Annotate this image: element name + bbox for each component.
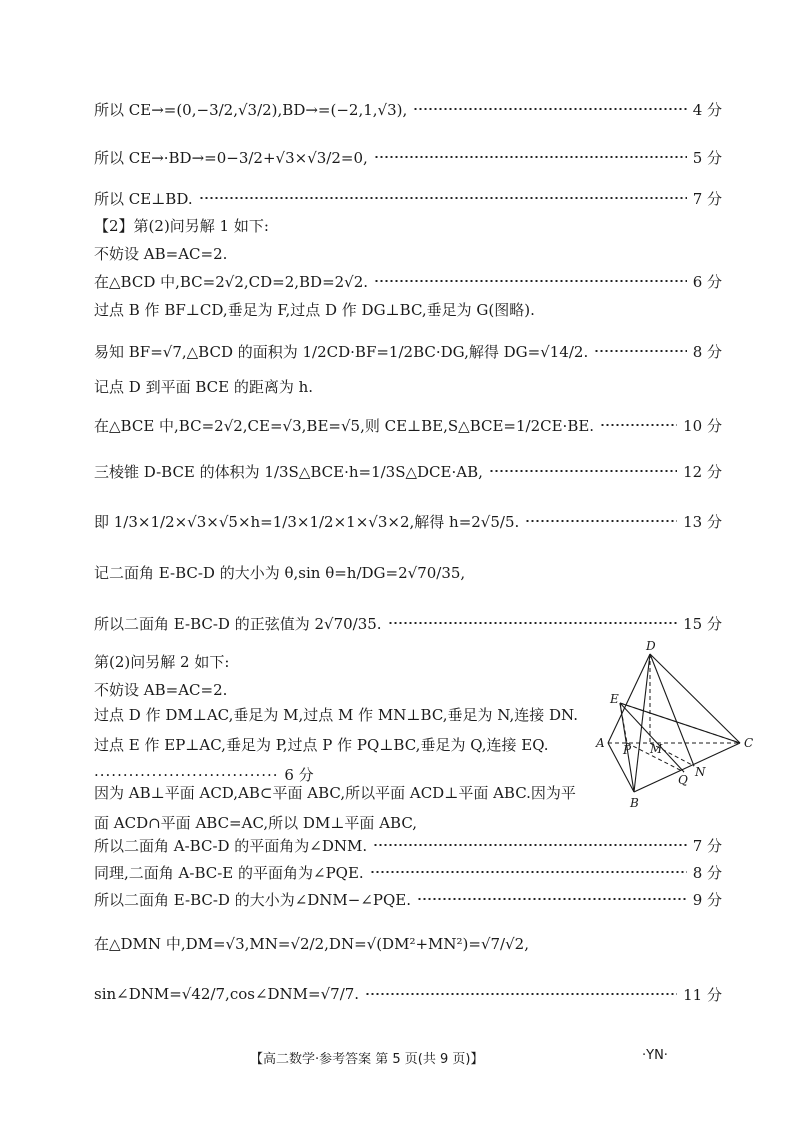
footer-mark: ·YN· xyxy=(642,1048,668,1063)
line-solve-dg xyxy=(94,336,722,366)
line-volume xyxy=(94,456,722,486)
score-points: 6 分 xyxy=(692,272,722,291)
paragraph-text: 过点 D 作 DM⊥AC,垂足为 M,过点 M 作 MN⊥BC,垂足为 N,连接 DN.过点 E 作 EP⊥AC,垂足为 P,过点 P 作 PQ⊥BC,垂足为 Q,连接 EQ. xyxy=(94,706,578,754)
leader-dots xyxy=(374,156,687,158)
label-d: D xyxy=(646,640,656,653)
score-points: 9 分 xyxy=(692,890,722,909)
line-text: 所以 CE→·BD→=0−3/2+√3×√3/2=0, xyxy=(94,148,368,167)
line-angle-pqe xyxy=(94,857,722,887)
label-m: M xyxy=(650,742,663,756)
line-text: 三棱锥 D-BCE 的体积为 1/3S△BCE·h=1/3S△DCE·AB, xyxy=(94,462,483,481)
label-b: B xyxy=(630,796,639,810)
line-ce-perp-bd xyxy=(94,183,722,213)
label-c: C xyxy=(744,736,754,750)
score-points: 5 分 xyxy=(692,148,722,167)
line-angle-dnm xyxy=(94,830,722,860)
label-a: A xyxy=(596,736,605,750)
line-text: 在△BCE 中,BC=2√2,CE=√3,BE=√5,则 CE⊥BE,S△BCE=1/2CE·BE. xyxy=(94,416,595,435)
leader-dots xyxy=(413,108,686,110)
line-text: 所以二面角 A-BC-D 的平面角为∠DNM. xyxy=(94,836,368,855)
line-ce-bd-vectors xyxy=(94,94,722,124)
line-text: 同理,二面角 A-BC-E 的平面角为∠PQE. xyxy=(94,863,364,882)
line-sine-value xyxy=(94,608,722,638)
line-text: 所以 CE→=(0,−3/2,√3/2),BD→=(−2,1,√3), xyxy=(94,100,408,119)
leader-dots xyxy=(525,520,677,522)
line-text: 第(2)问另解 2 如下: xyxy=(94,652,230,671)
leader-dots xyxy=(370,871,687,873)
leader-dots xyxy=(417,898,687,900)
line-text: 不妨设 AB=AC=2. xyxy=(94,244,228,263)
line-text: 不妨设 AB=AC=2. xyxy=(94,680,228,699)
leader-dots xyxy=(373,844,687,846)
line-text: 所以 CE⊥BD. xyxy=(94,189,193,208)
score-points: 13 分 xyxy=(683,512,722,531)
score-points: 7 分 xyxy=(692,836,722,855)
line-text: 在△BCD 中,BC=2√2,CD=2,BD=2√2. xyxy=(94,272,369,291)
label-n: N xyxy=(695,765,706,779)
line-text: 记二面角 E-BC-D 的大小为 θ,sin θ=h/DG=2√70/35, xyxy=(94,563,466,582)
label-q: Q xyxy=(678,773,688,787)
tetrahedron-figure xyxy=(590,640,770,815)
paragraph-text: 因为 AB⊥平面 ACD,AB⊂平面 ABC,所以平面 ACD⊥平面 ABC.因为平面 ACD∩平面 ABC=AC,所以 DM⊥平面 ABC, xyxy=(94,784,576,832)
heading-alt-solution-2 xyxy=(94,646,585,676)
line-text: 所以二面角 E-BC-D 的大小为∠DNM−∠PQE. xyxy=(94,890,412,909)
line-triangle-dmn xyxy=(94,928,722,958)
label-e: E xyxy=(610,692,619,706)
line-text: 所以二面角 E-BC-D 的正弦值为 2√70/35. xyxy=(94,614,382,633)
score-points: 6 分 xyxy=(284,766,314,784)
line-sin-theta xyxy=(94,557,722,587)
leader-dots xyxy=(388,622,678,624)
line-assume xyxy=(94,238,722,268)
line-text: 易知 BF=√7,△BCD 的面积为 1/2CD·BF=1/2BC·DG,解得 DG=√14/2. xyxy=(94,342,589,361)
leader-dots xyxy=(489,470,677,472)
line-text: 在△DMN 中,DM=√3,MN=√2/2,DN=√(DM²+MN²)=√7/√2, xyxy=(94,934,529,953)
score-points: 8 分 xyxy=(692,342,722,361)
score-points: 15 分 xyxy=(683,614,722,633)
score-points: 11 分 xyxy=(683,985,722,1004)
label-p: P xyxy=(623,743,632,757)
leader-dots-inline: ································ xyxy=(94,766,285,784)
paragraph-construction xyxy=(94,700,587,790)
line-angle-difference xyxy=(94,884,722,914)
score-points: 7 分 xyxy=(692,189,722,208)
page-footer xyxy=(0,1046,800,1070)
edge-db xyxy=(634,654,650,792)
paragraph-dm-perp xyxy=(94,778,587,838)
leader-dots xyxy=(600,424,677,426)
leader-dots xyxy=(374,280,687,282)
leader-dots xyxy=(199,197,687,199)
line-construct-bf-dg xyxy=(94,294,722,324)
line-text: 【2】第(2)问另解 1 如下: xyxy=(94,216,269,235)
line-text: 记点 D 到平面 BCE 的距离为 h. xyxy=(94,377,314,396)
leader-dots xyxy=(365,993,677,995)
line-solve-h xyxy=(94,506,722,536)
heading-alt-solution-1 xyxy=(94,210,722,240)
line-dot-product xyxy=(94,142,722,172)
score-points: 8 分 xyxy=(692,863,722,882)
line-text: 即 1/3×1/2×√3×√5×h=1/3×1/2×1×√3×2,解得 h=2√5/5. xyxy=(94,512,520,531)
line-define-h xyxy=(94,371,722,401)
footer-title: 【高二数学·参考答案 第 5 页(共 9 页)】 xyxy=(250,1052,484,1067)
edge-dc xyxy=(650,654,740,743)
line-text: sin∠DNM=√42/7,cos∠DNM=√7/7. xyxy=(94,985,360,1003)
line-triangle-bcd xyxy=(94,266,722,296)
score-points: 10 分 xyxy=(683,416,722,435)
score-points: 12 分 xyxy=(683,462,722,481)
leader-dots xyxy=(594,350,686,352)
line-sin-cos-dnm xyxy=(94,979,722,1009)
line-text: 过点 B 作 BF⊥CD,垂足为 F,过点 D 作 DG⊥BC,垂足为 G(图略). xyxy=(94,300,535,319)
score-points: 4 分 xyxy=(692,100,722,119)
line-triangle-bce xyxy=(94,410,722,440)
